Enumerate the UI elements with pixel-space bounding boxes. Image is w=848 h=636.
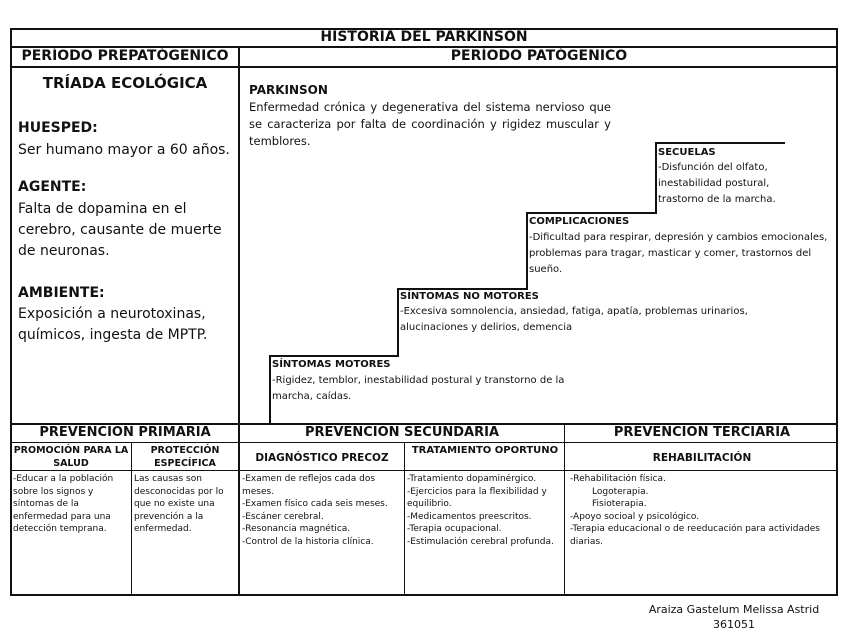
list-item: -Terapia educacional o de reeducación para actividades diarias. [570, 524, 820, 547]
list-item: -Estimulación cerebral profunda. [407, 536, 554, 547]
prepatogenico-header: PERÍODO PREPATÓGENICO [21, 48, 229, 64]
list-item: Fisioterapia. [592, 499, 647, 509]
agente-label: AGENTE: [18, 179, 87, 195]
patogenico-header: PERÍODO PATÓGENICO [450, 48, 628, 64]
complicaciones-label: COMPLICACIONES [529, 216, 630, 227]
list-item: -Terapia ocupacional. [407, 524, 502, 534]
author-id: 361051 [713, 618, 755, 631]
stair-line [655, 142, 785, 144]
stair-line [269, 355, 398, 357]
stair-line [655, 142, 657, 214]
list-item: -Rehabilitación física. [570, 474, 666, 484]
parkinson-label: PARKINSON [249, 83, 328, 97]
prevencion-terciaria-header: PREVENCIÓN TERCIARIA [613, 425, 791, 440]
list-item: -Ejercicios para la flexibilidad y equilibrio. [407, 486, 547, 509]
stair-line [526, 212, 528, 290]
list-item: -Escáner cerebral. [242, 511, 324, 522]
huesped-label: HUESPED: [18, 120, 98, 136]
list-item: -Apoyo socioal y psicológico. [570, 511, 700, 522]
stair-line [397, 288, 399, 357]
list-item: -Tratamiento dopaminérgico. [407, 474, 537, 484]
list-item: -Examen físico cada seis meses. [242, 499, 388, 509]
proteccion-text: Las causas son desconocidas por lo que no existe una prevención a la enfermedad. [134, 474, 224, 534]
agente-text: Falta de dopamina en el cerebro, causante de muerte de neuronas. [18, 201, 222, 259]
ambiente-text: Exposición a neurotoxinas, químicos, ingesta de MPTP. [18, 306, 208, 343]
promocion-header: PROMOCIÓN PARA LA SALUD [13, 445, 129, 469]
list-item: -Control de la historia clínica. [242, 536, 374, 547]
divider [10, 66, 838, 68]
prevencion-secundaria-header: PREVENCIÓN SECUNDARIA [304, 425, 500, 440]
no-motores-text: -Excesiva somnolencia, ansiedad, fatiga, apatía, problemas urinarios, alucinaciones y delirios, demencia [400, 306, 748, 333]
tratamiento-header: TRATAMIENTO OPORTUNO [411, 445, 559, 456]
parkinson-text: Enfermedad crónica y degenerativa del sistema nervioso que se caracteriza por falta de coordinación y rigidez muscular y temblores. [249, 100, 611, 148]
divider [131, 442, 132, 596]
list-item: -Resonancia magnética. [242, 524, 351, 534]
diagnostico-header: DIAGNÓSTICO PRECOZ [255, 452, 389, 464]
huesped-text: Ser humano mayor a 60 años. [18, 142, 230, 158]
author-name: Araiza Gastelum Melissa Astrid [648, 603, 820, 616]
rehabilitacion-header: REHABILITACIÓN [652, 452, 752, 464]
divider [10, 470, 838, 471]
divider [238, 46, 240, 424]
page-title: HISTORIA DEL PARKINSON [320, 29, 528, 45]
secuelas-text: -Disfunción del olfato, inestabilidad postural, trastorno de la marcha. [658, 162, 776, 205]
prevencion-primaria-header: PREVENCIÓN PRIMARIA [39, 425, 211, 440]
divider [238, 423, 240, 596]
tratamiento-list [407, 473, 562, 548]
diagnostico-list [242, 473, 402, 548]
stair-line [269, 355, 271, 424]
triada-heading: TRÍADA ECOLÓGICA [42, 74, 208, 92]
complicaciones-text: -Dificultad para respirar, depresión y cambios emocionales, problemas para tragar, masticar y comer, trastornos del sueño. [529, 232, 828, 275]
motores-text: -Rigidez, temblor, inestabilidad postural y transtorno de la marcha, caídas. [272, 375, 565, 402]
divider [404, 442, 405, 596]
list-item: -Medicamentos preescritos. [407, 511, 532, 522]
secuelas-label: SECUELAS [658, 147, 716, 158]
divider [564, 423, 565, 596]
ambiente-label: AMBIENTE: [18, 285, 105, 301]
list-item: Logoterapia. [592, 486, 649, 497]
rehabilitacion-list [570, 473, 832, 548]
motores-label: SÍNTOMAS MOTORES [272, 359, 391, 370]
promocion-text: -Educar a la población sobre los signos y síntomas de la enfermedad para una detección temprana. [13, 474, 114, 534]
stair-line [526, 212, 656, 214]
proteccion-header: PROTECCIÓN ESPECÍFICA [150, 445, 220, 469]
divider [10, 442, 838, 443]
no-motores-label: SÍNTOMAS NO MOTORES [400, 291, 539, 302]
list-item: -Examen de reflejos cada dos meses. [242, 474, 376, 497]
